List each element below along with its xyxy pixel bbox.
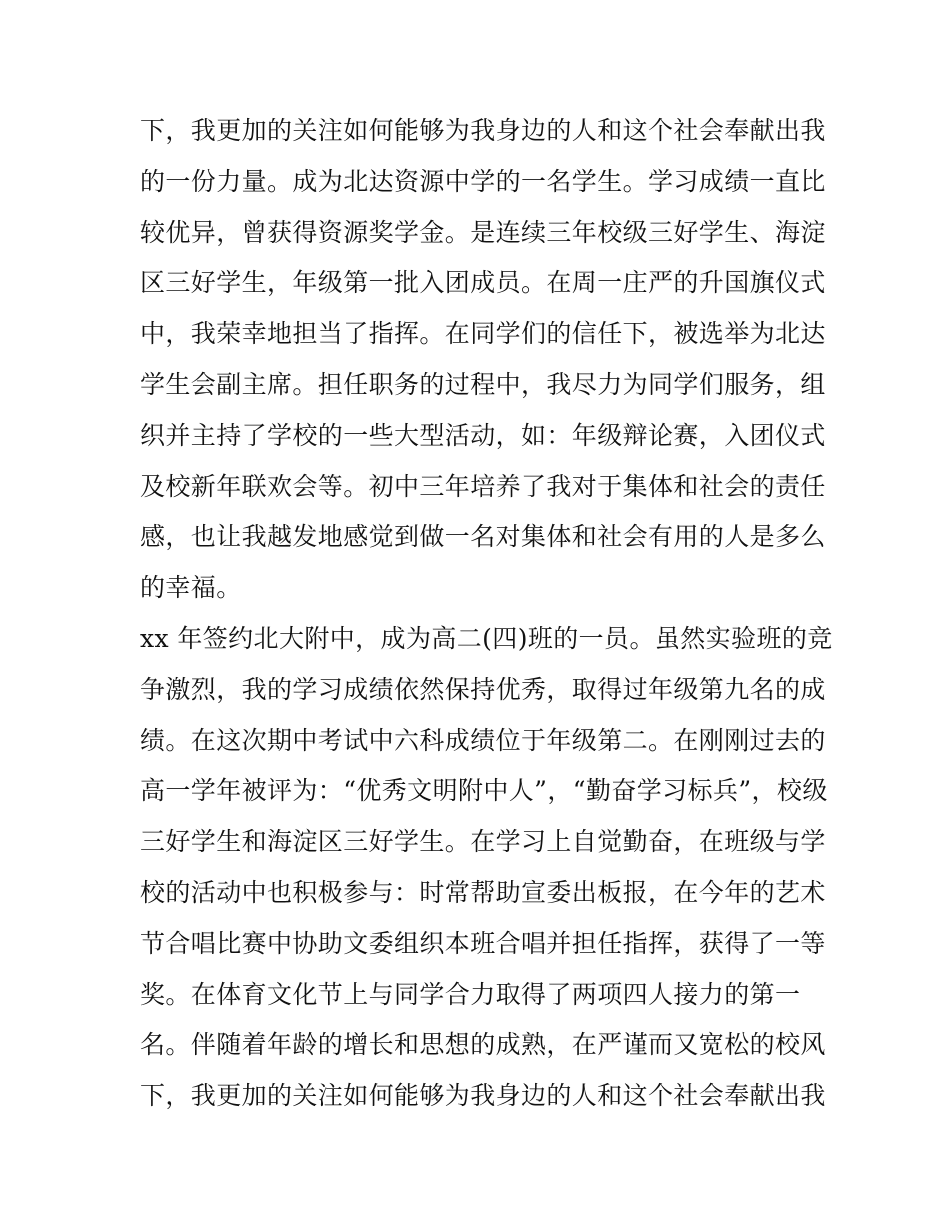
text-line-20: 下，我更加的关注如何能够为我身边的人和这个社会奉献出我 [140, 1081, 826, 1111]
text-line-12: 争激烈，我的学习成绩依然保持优秀，取得过年级第九名的成 [140, 674, 826, 704]
text-line-8: 及校新年联欢会等。初中三年培养了我对于集体和社会的责任 [140, 471, 826, 501]
text-line-16: 校的活动中也积极参与：时常帮助宣委出板报，在今年的艺术 [140, 877, 826, 907]
text-line-1: 下，我更加的关注如何能够为我身边的人和这个社会奉献出我 [140, 116, 826, 145]
text-line-19: 名。伴随着年龄的增长和思想的成熟，在严谨而又宽松的校风 [140, 1030, 826, 1060]
text-line-11: xx 年签约北大附中，成为高二(四)班的一员。虽然实验班的竞 [140, 623, 833, 653]
body-text [140, 106, 833, 1122]
text-line-18: 奖。在体育文化节上与同学合力取得了两项四人接力的第一 [140, 979, 801, 1009]
text-line-5: 中，我荣幸地担当了指挥。在同学们的信任下，被选举为北达 [140, 319, 826, 349]
text-line-6: 学生会副主席。担任职务的过程中，我尽力为同学们服务，组 [140, 369, 826, 399]
text-line-13: 绩。在这次期中考试中六科成绩位于年级第二。在刚刚过去的 [140, 725, 826, 755]
text-line-10: 的幸福。 [140, 573, 242, 603]
text-line-9: 感，也让我越发地感觉到做一名对集体和社会有用的人是多么 [140, 522, 826, 552]
text-line-4: 区三好学生，年级第一批入团成员。在周一庄严的升国旗仪式 [140, 268, 826, 298]
text-line-14: 高一学年被评为：“优秀文明附中人”，“勤奋学习标兵”，校级 [140, 776, 828, 806]
text-line-2: 的一份力量。成为北达资源中学的一名学生。学习成绩一直比 [140, 166, 826, 196]
text-line-3: 较优异，曾获得资源奖学金。是连续三年校级三好学生、海淀 [140, 217, 826, 247]
text-line-17: 节合唱比赛中协助文委组织本班合唱并担任指挥，获得了一等 [140, 928, 826, 958]
text-line-7: 织并主持了学校的一些大型活动，如：年级辩论赛，入团仪式 [140, 420, 826, 450]
text-line-15: 三好学生和海淀区三好学生。在学习上自觉勤奋，在班级与学 [140, 827, 826, 857]
